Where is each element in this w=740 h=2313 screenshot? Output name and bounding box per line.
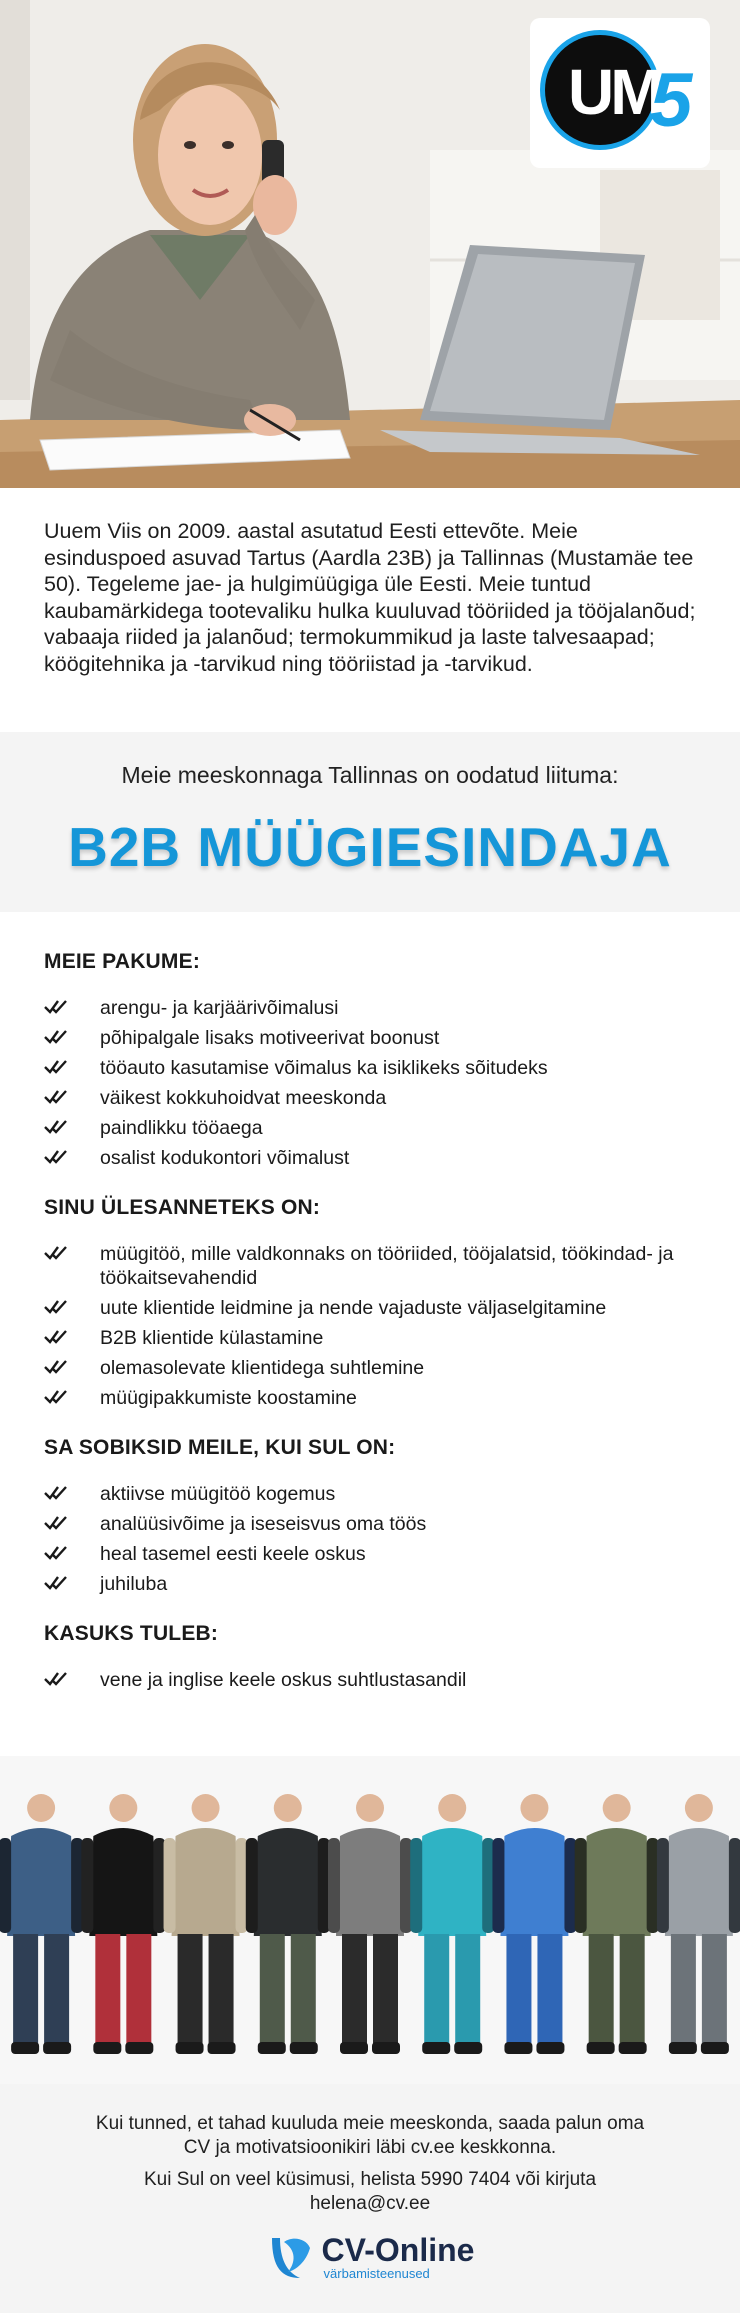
section-bonus (44, 1622, 696, 1692)
cv-online-tagline: värbamisteenused (323, 2265, 430, 2281)
list-item: tööauto kasutamise võimalus ka isiklikeks sõitudeks (44, 1056, 696, 1080)
workwear-model (657, 1794, 740, 2054)
list-item: põhipalgale lisaks motiveerivat boonust (44, 1026, 696, 1050)
list-item: vene ja inglise keele oskus suhtlustasandil (44, 1668, 696, 1692)
section-heading: SA SOBIKSID MEILE, KUI SUL ON: (44, 1436, 396, 1459)
list-item: aktiivse müügitöö kogemus (44, 1482, 696, 1506)
list-item: müügipakkumiste koostamine (44, 1386, 696, 1410)
tasks-list (44, 1242, 696, 1410)
cv-online-logo (266, 2232, 475, 2282)
list-item: müügitöö, mille valdkonnaks on tööriided, tööjalatsid, töökindad- ja töökaitsevahendid (44, 1242, 696, 1290)
check-icon (44, 1328, 70, 1346)
offer-list (44, 996, 696, 1170)
workwear-models-photo (0, 1756, 740, 2084)
list-item: juhiluba (44, 1572, 696, 1596)
check-icon (44, 1670, 70, 1688)
bonus-list (44, 1668, 696, 1692)
check-icon (44, 1244, 70, 1262)
um5-logo (530, 18, 710, 168)
workwear-models-illustration (0, 1756, 740, 2084)
check-icon (44, 1118, 70, 1136)
footer-contact (0, 2084, 740, 2313)
contact-text: Kui Sul on veel küsimusi, helista 5990 7404 või kirjuta helena@cv.ee (143, 2169, 597, 2214)
check-icon (44, 1148, 70, 1166)
job-details (0, 912, 740, 1756)
section-offer (44, 950, 696, 1170)
workwear-model (164, 1794, 248, 2054)
company-intro (0, 488, 740, 732)
cv-online-mark-icon (266, 2232, 316, 2282)
list-item: heal tasemel eesti keele oskus (44, 1542, 696, 1566)
workwear-model (246, 1794, 330, 2054)
check-icon (44, 1388, 70, 1406)
list-item: arengu- ja karjäärivõimalusi (44, 996, 696, 1020)
check-icon (44, 1358, 70, 1376)
check-icon (44, 1058, 70, 1076)
cv-online-name: CV-Online (321, 2231, 475, 2268)
section-heading: SINU ÜLESANNETEKS ON: (44, 1196, 321, 1219)
check-icon (44, 1088, 70, 1106)
list-item: uute klientide leidmine ja nende vajaduste väljaselgitamine (44, 1296, 696, 1320)
list-item: osalist kodukontori võimalust (44, 1146, 696, 1170)
section-heading: KASUKS TULEB: (44, 1622, 219, 1645)
list-item: olemasolevate klientidega suhtlemine (44, 1356, 696, 1380)
check-icon (44, 1484, 70, 1502)
svg-text:UM: UM (568, 56, 660, 128)
list-item: B2B klientide külastamine (44, 1326, 696, 1350)
job-title-band (0, 732, 740, 912)
section-requirements (44, 1436, 696, 1596)
check-icon (44, 1544, 70, 1562)
list-item: analüüsivõime ja iseseisvus oma töös (44, 1512, 696, 1536)
title-lead: Meie meeskonnaga Tallinnas on oodatud liituma: (121, 762, 619, 788)
workwear-model (410, 1794, 494, 2054)
apply-text: Kui tunned, et tahad kuuluda meie meeskonda, saada palun oma CV ja motivatsioonikiri läbi cv.ee keskkonna. (95, 2113, 645, 2158)
hero-photo (0, 0, 740, 488)
requirements-list (44, 1482, 696, 1596)
list-item: paindlikku tööaega (44, 1116, 696, 1140)
workwear-model (575, 1794, 659, 2054)
workwear-model (81, 1794, 165, 2054)
intro-text: Uuem Viis on 2009. aastal asutatud Eesti ettevõte. Meie esinduspoed asuvad Tartus (Aardla 23B) ja Tallinnas (Mustamäe tee 50). Tegeleme jae- ja hulgimüügiga üle Eesti. Meie tuntud kaubamärkidega tootevaliku hulka kuuluvad tööriided ja tööjalanõud; vabaaja riided ja jalanõud; termokummikud ja laste talvesaapad; köögitehnika ja -tarvikud ning tööriistad ja -tarvikud. (44, 519, 696, 676)
svg-text:5: 5 (650, 58, 693, 143)
list-item: väikest kokkuhoidvat meeskonda (44, 1086, 696, 1110)
workwear-model (0, 1794, 83, 2054)
check-icon (44, 1298, 70, 1316)
check-icon (44, 998, 70, 1016)
check-icon (44, 1028, 70, 1046)
section-heading: MEIE PAKUME: (44, 950, 201, 973)
workwear-model (492, 1794, 576, 2054)
section-tasks (44, 1196, 696, 1410)
check-icon (44, 1574, 70, 1592)
job-title: B2B MÜÜGIESINDAJA (68, 816, 672, 878)
workwear-model (328, 1794, 412, 2054)
check-icon (44, 1514, 70, 1532)
